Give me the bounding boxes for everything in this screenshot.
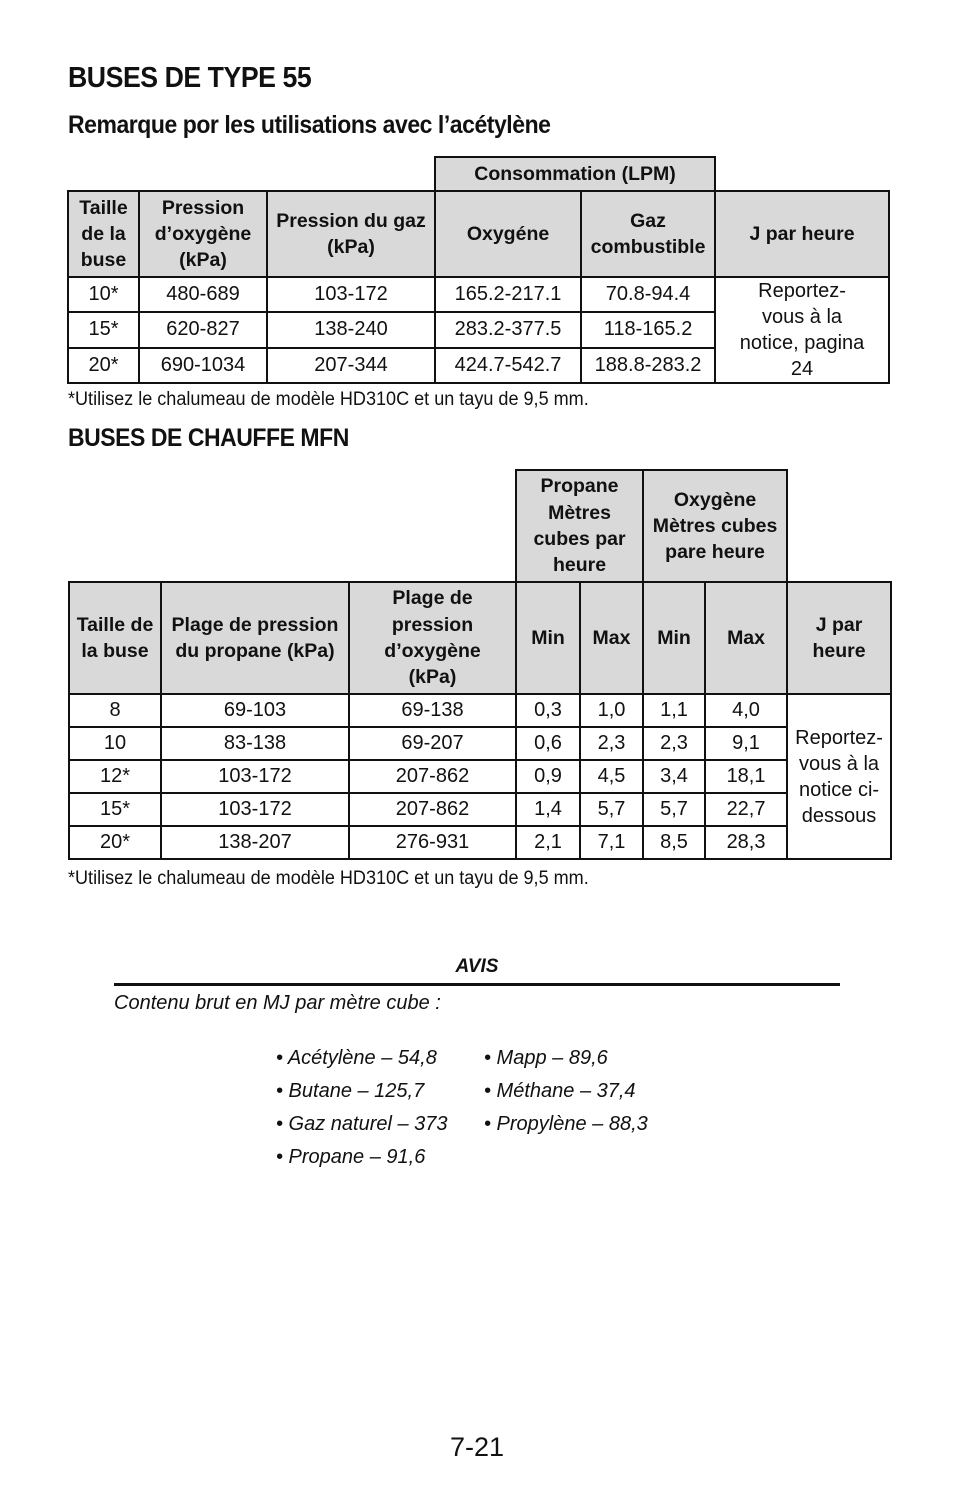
header-taille: Taille de la buse [69, 582, 161, 694]
table-cell: 2,3 [643, 727, 705, 760]
list-item: • Méthane – 37,4 [484, 1080, 636, 1102]
table-cell: 7,1 [580, 826, 643, 859]
list-item: • Propylène – 88,3 [484, 1113, 648, 1135]
table-cell: 5,7 [580, 793, 643, 826]
table-cell: 69-138 [349, 694, 516, 727]
header-propane-group: Propane Mètres cubes par heure [516, 470, 643, 582]
table-cell: 83-138 [161, 727, 349, 760]
table-cell: 28,3 [705, 826, 787, 859]
table-row [68, 277, 889, 312]
header-j-par-heure: J par heure [787, 582, 891, 694]
table-blank-corner [69, 470, 516, 582]
header-propane-max: Max [580, 582, 643, 694]
table-cell: 22,7 [705, 793, 787, 826]
header-pression-oxygene: Pression d’oxygène (kPa) [139, 191, 267, 277]
notice-list [276, 1047, 692, 1168]
header-oxygene-group: Oxygène Mètres cubes pare heure [643, 470, 787, 582]
table-cell: 138-207 [161, 826, 349, 859]
notice-divider [114, 983, 840, 986]
table-cell: 69-207 [349, 727, 516, 760]
list-item: • Acétylène – 54,8 [276, 1047, 437, 1069]
table-cell: 15* [69, 793, 161, 826]
table-cell: 8,5 [643, 826, 705, 859]
notice-text: Contenu brut en MJ par mètre cube : [114, 992, 441, 1014]
table-cell: 0,9 [516, 760, 580, 793]
header-pression-gaz: Pression du gaz (kPa) [267, 191, 435, 277]
table-cell: 8 [69, 694, 161, 727]
header-oxygene-max: Max [705, 582, 787, 694]
table-cell: 10 [69, 727, 161, 760]
table-cell: 424.7-542.7 [435, 348, 581, 383]
table-cell: 620-827 [139, 312, 267, 347]
header-plage-propane: Plage de pression du propane (kPa) [161, 582, 349, 694]
table-cell: 2,3 [580, 727, 643, 760]
table-mfn [68, 469, 892, 860]
table-cell: 103-172 [161, 760, 349, 793]
table-cell: 1,1 [643, 694, 705, 727]
table-cell: 18,1 [705, 760, 787, 793]
footnote: *Utilisez le chalumeau de modèle HD310C et un tayu de 9,5 mm. [68, 389, 589, 410]
table-cell: 10* [68, 277, 139, 312]
table-cell: 103-172 [267, 277, 435, 312]
table-cell: 4,5 [580, 760, 643, 793]
table-cell: 283.2-377.5 [435, 312, 581, 347]
page-number: 7-21 [449, 1432, 505, 1462]
table-cell: 690-1034 [139, 348, 267, 383]
table-row [69, 694, 891, 727]
table-row [69, 760, 891, 793]
table-cell: 207-344 [267, 348, 435, 383]
notice-title: AVIS [455, 956, 499, 977]
header-taille: Taille de la buse [68, 191, 139, 277]
table-cell: 4,0 [705, 694, 787, 727]
section-subtitle: Remarque por les utilisations avec l’acétylène [68, 111, 551, 139]
table-cell: 165.2-217.1 [435, 277, 581, 312]
list-item: • Mapp – 89,6 [484, 1047, 608, 1069]
table-cell: 3,4 [643, 760, 705, 793]
table-cell: 1,0 [580, 694, 643, 727]
table-blank-corner [787, 470, 891, 582]
header-gaz-combustible: Gaz combustible [581, 191, 715, 277]
header-oxygene: Oxygéne [435, 191, 581, 277]
table-cell: 70.8-94.4 [581, 277, 715, 312]
header-plage-oxygene: Plage de pression d’oxygène (kPa) [349, 582, 516, 694]
merged-note-cell: Reportez-vous à la notice ci-dessous [787, 694, 891, 859]
header-propane-min: Min [516, 582, 580, 694]
footnote: *Utilisez le chalumeau de modèle HD310C et un tayu de 9,5 mm. [68, 868, 589, 889]
table-cell: 138-240 [267, 312, 435, 347]
table-blank-corner [715, 157, 889, 191]
section-title: BUSES DE CHAUFFE MFN [68, 424, 349, 452]
table-cell: 118-165.2 [581, 312, 715, 347]
table-row [69, 727, 891, 760]
list-item: • Gaz naturel – 373 [276, 1113, 448, 1135]
table-cell: 276-931 [349, 826, 516, 859]
table-cell: 0,3 [516, 694, 580, 727]
table-cell: 207-862 [349, 760, 516, 793]
table-cell: 2,1 [516, 826, 580, 859]
table-type55 [67, 156, 890, 384]
table-cell: 20* [68, 348, 139, 383]
list-item: • Butane – 125,7 [276, 1080, 425, 1102]
table-cell: 188.8-283.2 [581, 348, 715, 383]
table-row [69, 793, 891, 826]
table-cell: 15* [68, 312, 139, 347]
header-consommation: Consommation (LPM) [435, 157, 715, 191]
table-cell: 20* [69, 826, 161, 859]
table-blank-corner [68, 157, 435, 191]
page-title: BUSES DE TYPE 55 [68, 62, 312, 94]
table-cell: 103-172 [161, 793, 349, 826]
table-cell: 1,4 [516, 793, 580, 826]
table-cell: 9,1 [705, 727, 787, 760]
list-item: • Propane – 91,6 [276, 1146, 426, 1168]
header-oxygene-min: Min [643, 582, 705, 694]
table-cell: 5,7 [643, 793, 705, 826]
table-cell: 480-689 [139, 277, 267, 312]
table-cell: 69-103 [161, 694, 349, 727]
table-cell: 12* [69, 760, 161, 793]
merged-note-cell: Reportez-vous à la notice, pagina 24 [715, 277, 889, 383]
header-j-par-heure: J par heure [715, 191, 889, 277]
table-row [69, 826, 891, 859]
table-cell: 207-862 [349, 793, 516, 826]
table-cell: 0,6 [516, 727, 580, 760]
